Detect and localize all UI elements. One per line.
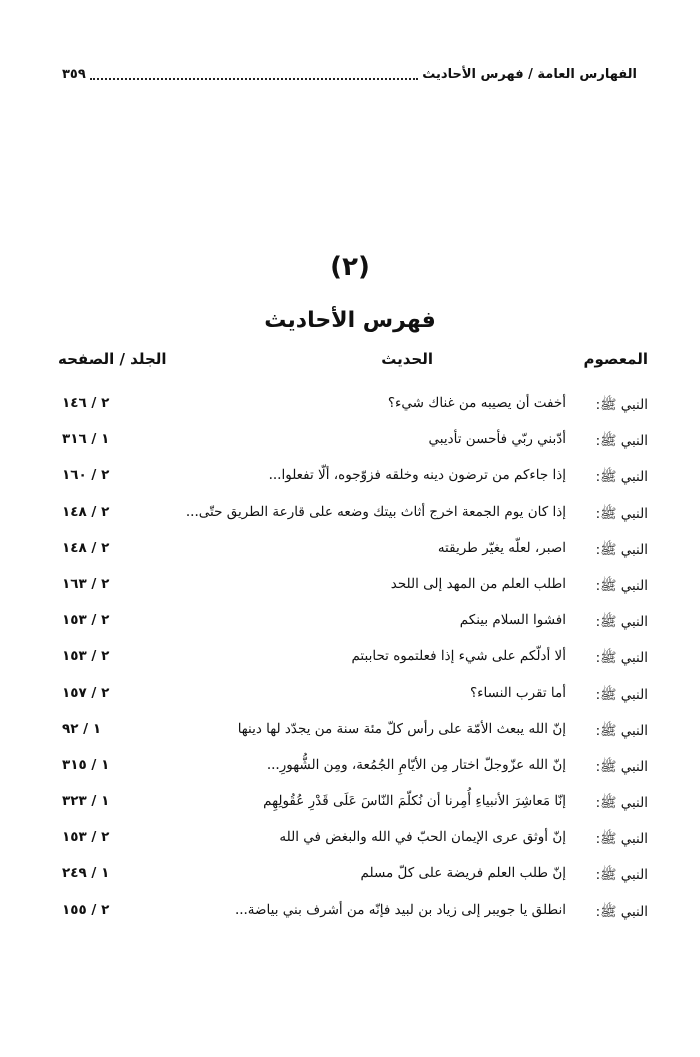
row-speaker: النبي ﷺ: xyxy=(595,867,648,884)
index-row xyxy=(58,899,648,935)
row-speaker: النبي ﷺ: xyxy=(595,505,648,522)
index-row xyxy=(58,826,648,862)
index-row xyxy=(58,609,648,645)
index-row xyxy=(58,464,648,500)
row-hadith-text: انطلق يا جويبر إلى زياد بن لبيد فإنّه من أشرف بني بياضة... xyxy=(234,901,566,918)
row-volume-page: ٢ / ١٤٨ xyxy=(62,503,110,520)
row-speaker: النبي ﷺ: xyxy=(595,722,648,739)
row-hadith-text: اطلب العلم من المهد إلى اللحد xyxy=(390,575,566,592)
row-speaker: النبي ﷺ: xyxy=(595,831,648,848)
row-volume-page: ٢ / ١٥٧ xyxy=(62,684,110,701)
row-hadith-text: أدّبني ربّي فأحسن تأديبي xyxy=(428,431,566,448)
row-volume-page: ٢ / ١٥٣ xyxy=(62,829,110,846)
row-hadith-text: إنّ الله يبعث الأمّة على رأس كلّ مئة سنة من يجدّد لها دينها xyxy=(237,720,566,737)
row-volume-page: ٢ / ١٤٨ xyxy=(62,539,110,556)
row-hadith-text: افشوا السلام بينكم xyxy=(459,612,566,629)
hadith-index-list xyxy=(58,392,648,935)
row-hadith-text: إنّ أوثق عرى الإيمان الحبّ في الله والبغض في الله xyxy=(279,829,566,846)
row-volume-page: ٢ / ١٥٥ xyxy=(62,901,110,918)
index-row xyxy=(58,754,648,790)
column-header-hadith: الحديث xyxy=(381,350,433,368)
row-hadith-text: أخفت أن يصيبه من غناك شيء؟ xyxy=(387,395,566,411)
index-row xyxy=(58,862,648,898)
row-speaker: النبي ﷺ: xyxy=(595,903,648,920)
row-hadith-text: ألا أدلّكم على شيء إذا فعلتموه تحاببتم xyxy=(351,648,566,665)
index-row xyxy=(58,537,648,573)
index-row xyxy=(58,645,648,681)
row-speaker: النبي ﷺ: xyxy=(595,758,648,775)
row-volume-page: ٢ / ١٦٠ xyxy=(62,467,110,484)
row-speaker: النبي ﷺ: xyxy=(595,650,648,667)
column-header-infallible: المعصوم xyxy=(583,350,648,368)
row-volume-page: ١ / ٣١٥ xyxy=(62,756,110,773)
leader-dots xyxy=(90,68,418,80)
index-row xyxy=(58,573,648,609)
row-volume-page: ١ / ٣٢٣ xyxy=(62,793,110,810)
row-hadith-text: إنّ طلب العلم فريضة على كلّ مسلم xyxy=(360,865,566,882)
index-row xyxy=(58,392,648,428)
row-hadith-text: أما تقرب النساء؟ xyxy=(469,684,566,701)
index-row xyxy=(58,428,648,464)
row-hadith-text: إنّا مَعاشِرَ الأنبياءِ أُمِرنا أن نُكلّمَ النّاسَ عَلَى قَدْرِ عُقُولِهِم xyxy=(263,793,566,810)
row-speaker: النبي ﷺ: xyxy=(595,795,648,812)
row-volume-page: ٢ / ١٥٣ xyxy=(62,648,110,665)
row-volume-page: ١ / ٣١٦ xyxy=(62,431,110,448)
row-speaker: النبي ﷺ: xyxy=(595,397,648,413)
row-volume-page: ١ / ٢٤٩ xyxy=(62,865,110,882)
index-row xyxy=(58,718,648,754)
running-header xyxy=(62,62,637,86)
row-speaker: النبي ﷺ: xyxy=(595,686,648,703)
row-speaker: النبي ﷺ: xyxy=(595,614,648,631)
row-volume-page: ٢ / ١٥٣ xyxy=(62,612,110,629)
index-row xyxy=(58,682,648,718)
row-speaker: النبي ﷺ: xyxy=(595,577,648,594)
running-header-title: الفهارس العامة / فهرس الأحاديث xyxy=(422,66,637,82)
row-hadith-text: اصبر، لعلّه يغيّر طريقته xyxy=(437,539,566,556)
section-title: فهرس الأحاديث xyxy=(264,308,436,333)
index-row xyxy=(58,501,648,537)
row-speaker: النبي ﷺ: xyxy=(595,469,648,486)
row-hadith-text: إنّ الله عزّوجلّ اختار مِن الأيّامِ الجُمُعة، ومِن الشُّهورِ... xyxy=(266,756,566,773)
row-volume-page: ٢ / ١٤٦ xyxy=(62,395,110,411)
column-headers xyxy=(58,350,648,374)
row-speaker: النبي ﷺ: xyxy=(595,433,648,450)
column-header-ref: الجلد / الصفحه xyxy=(58,350,167,368)
row-speaker: النبي ﷺ: xyxy=(595,541,648,558)
section-number: (٢) xyxy=(330,252,370,282)
row-volume-page: ٢ / ١٦٣ xyxy=(62,575,110,592)
index-row xyxy=(58,790,648,826)
row-volume-page: ١ / ٩٢ xyxy=(62,720,102,737)
row-hadith-text: إذا كان يوم الجمعة اخرج أثاث بيتك وضعه على قارعة الطريق حتّى... xyxy=(185,503,566,520)
row-hadith-text: إذا جاءكم من ترضون دينه وخلقه فزوّجوه، ألّا تفعلوا... xyxy=(268,467,566,484)
page-number: ٣٥٩ xyxy=(62,66,86,82)
